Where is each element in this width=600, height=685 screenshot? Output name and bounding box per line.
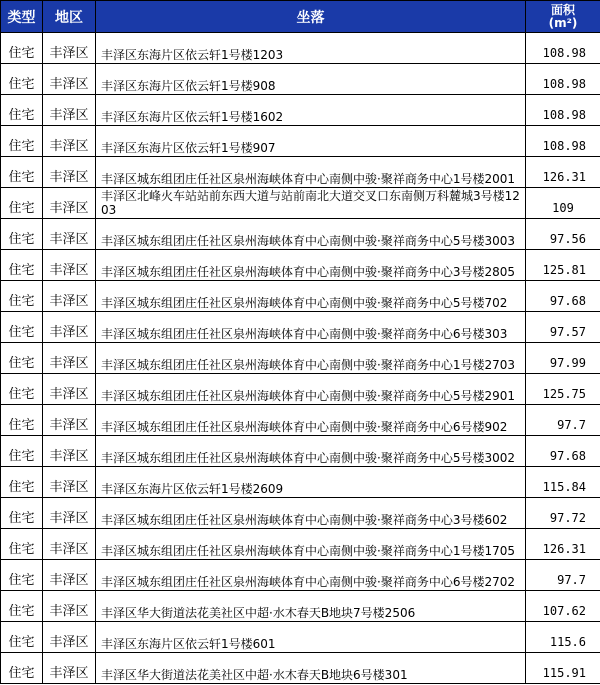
table-body bbox=[1, 33, 600, 684]
cell-type: 住宅 bbox=[1, 405, 43, 436]
cell-type: 住宅 bbox=[1, 219, 43, 250]
cell-type: 住宅 bbox=[1, 498, 43, 529]
cell-area: 108.98 bbox=[526, 95, 600, 126]
cell-address: 丰泽区北峰火车站站前东西大道与站前南北大道交叉口东南侧万科麓城3号楼1203 bbox=[96, 188, 526, 219]
cell-type: 住宅 bbox=[1, 188, 43, 219]
cell-type: 住宅 bbox=[1, 436, 43, 467]
cell-district: 丰泽区 bbox=[43, 33, 96, 64]
cell-address: 丰泽区华大街道法花美社区中超·水木春天B地块7号楼2506 bbox=[96, 591, 526, 622]
cell-district: 丰泽区 bbox=[43, 64, 96, 95]
cell-district: 丰泽区 bbox=[43, 312, 96, 343]
table-row bbox=[1, 33, 600, 64]
cell-address: 丰泽区城东组团庄任社区泉州海峡体育中心南侧中骏·聚祥商务中心6号楼303 bbox=[96, 312, 526, 343]
cell-area: 97.99 bbox=[526, 343, 600, 374]
cell-address: 丰泽区城东组团庄任社区泉州海峡体育中心南侧中骏·聚祥商务中心6号楼2702 bbox=[96, 560, 526, 591]
header-area-unit: (m²) bbox=[548, 15, 578, 30]
cell-area: 108.98 bbox=[526, 33, 600, 64]
table-row bbox=[1, 591, 600, 622]
table-row bbox=[1, 343, 600, 374]
cell-area: 107.62 bbox=[526, 591, 600, 622]
cell-address: 丰泽区城东组团庄任社区泉州海峡体育中心南侧中骏·聚祥商务中心6号楼902 bbox=[96, 405, 526, 436]
cell-area: 115.6 bbox=[526, 622, 600, 653]
cell-district: 丰泽区 bbox=[43, 250, 96, 281]
table-row bbox=[1, 250, 600, 281]
cell-type: 住宅 bbox=[1, 95, 43, 126]
table-row bbox=[1, 95, 600, 126]
cell-type: 住宅 bbox=[1, 33, 43, 64]
cell-district: 丰泽区 bbox=[43, 591, 96, 622]
cell-district: 丰泽区 bbox=[43, 374, 96, 405]
cell-type: 住宅 bbox=[1, 529, 43, 560]
table-row bbox=[1, 622, 600, 653]
cell-type: 住宅 bbox=[1, 374, 43, 405]
cell-area: 97.7 bbox=[526, 560, 600, 591]
table-row bbox=[1, 560, 600, 591]
cell-area: 97.72 bbox=[526, 498, 600, 529]
cell-address: 丰泽区华大街道法花美社区中超·水木春天B地块6号楼301 bbox=[96, 653, 526, 684]
cell-district: 丰泽区 bbox=[43, 436, 96, 467]
cell-type: 住宅 bbox=[1, 157, 43, 188]
cell-address: 丰泽区城东组团庄任社区泉州海峡体育中心南侧中骏·聚祥商务中心1号楼2001 bbox=[96, 157, 526, 188]
table-row bbox=[1, 405, 600, 436]
table-row bbox=[1, 188, 600, 219]
cell-type: 住宅 bbox=[1, 64, 43, 95]
header-area-label: 面积 bbox=[550, 2, 575, 17]
cell-district: 丰泽区 bbox=[43, 188, 96, 219]
cell-area: 97.7 bbox=[526, 405, 600, 436]
table-row bbox=[1, 529, 600, 560]
header-district: 地区 bbox=[43, 1, 96, 33]
header-row bbox=[1, 1, 600, 33]
cell-address: 丰泽区东海片区依云轩1号楼2609 bbox=[96, 467, 526, 498]
cell-address: 丰泽区城东组团庄任社区泉州海峡体育中心南侧中骏·聚祥商务中心5号楼3003 bbox=[96, 219, 526, 250]
cell-district: 丰泽区 bbox=[43, 281, 96, 312]
cell-district: 丰泽区 bbox=[43, 529, 96, 560]
cell-district: 丰泽区 bbox=[43, 157, 96, 188]
cell-district: 丰泽区 bbox=[43, 653, 96, 684]
table-row bbox=[1, 498, 600, 529]
cell-area: 115.84 bbox=[526, 467, 600, 498]
cell-district: 丰泽区 bbox=[43, 405, 96, 436]
cell-area: 97.57 bbox=[526, 312, 600, 343]
cell-district: 丰泽区 bbox=[43, 343, 96, 374]
table-row bbox=[1, 467, 600, 498]
cell-address: 丰泽区城东组团庄任社区泉州海峡体育中心南侧中骏·聚祥商务中心5号楼2901 bbox=[96, 374, 526, 405]
table-row bbox=[1, 653, 600, 684]
cell-area: 97.68 bbox=[526, 436, 600, 467]
cell-area: 126.31 bbox=[526, 157, 600, 188]
cell-address: 丰泽区城东组团庄任社区泉州海峡体育中心南侧中骏·聚祥商务中心5号楼3002 bbox=[96, 436, 526, 467]
cell-address: 丰泽区东海片区依云轩1号楼1203 bbox=[96, 33, 526, 64]
header-area bbox=[526, 1, 600, 33]
cell-type: 住宅 bbox=[1, 591, 43, 622]
cell-type: 住宅 bbox=[1, 343, 43, 374]
cell-area: 125.75 bbox=[526, 374, 600, 405]
cell-area: 109 bbox=[526, 188, 600, 219]
cell-type: 住宅 bbox=[1, 467, 43, 498]
table-row bbox=[1, 126, 600, 157]
cell-type: 住宅 bbox=[1, 126, 43, 157]
cell-type: 住宅 bbox=[1, 560, 43, 591]
cell-type: 住宅 bbox=[1, 622, 43, 653]
cell-area: 125.81 bbox=[526, 250, 600, 281]
table-row bbox=[1, 281, 600, 312]
cell-address: 丰泽区东海片区依云轩1号楼601 bbox=[96, 622, 526, 653]
cell-district: 丰泽区 bbox=[43, 467, 96, 498]
cell-area: 108.98 bbox=[526, 64, 600, 95]
cell-district: 丰泽区 bbox=[43, 560, 96, 591]
cell-address: 丰泽区东海片区依云轩1号楼907 bbox=[96, 126, 526, 157]
header-address: 坐落 bbox=[96, 1, 526, 33]
cell-address: 丰泽区东海片区依云轩1号楼1602 bbox=[96, 95, 526, 126]
cell-address: 丰泽区城东组团庄任社区泉州海峡体育中心南侧中骏·聚祥商务中心5号楼702 bbox=[96, 281, 526, 312]
cell-address: 丰泽区城东组团庄任社区泉州海峡体育中心南侧中骏·聚祥商务中心1号楼2703 bbox=[96, 343, 526, 374]
header-type: 类型 bbox=[1, 1, 43, 33]
cell-type: 住宅 bbox=[1, 653, 43, 684]
cell-area: 126.31 bbox=[526, 529, 600, 560]
cell-area: 108.98 bbox=[526, 126, 600, 157]
cell-area: 97.68 bbox=[526, 281, 600, 312]
cell-type: 住宅 bbox=[1, 281, 43, 312]
table-row bbox=[1, 436, 600, 467]
cell-address: 丰泽区城东组团庄任社区泉州海峡体育中心南侧中骏·聚祥商务中心3号楼602 bbox=[96, 498, 526, 529]
cell-area: 115.91 bbox=[526, 653, 600, 684]
cell-address: 丰泽区东海片区依云轩1号楼908 bbox=[96, 64, 526, 95]
cell-area: 97.56 bbox=[526, 219, 600, 250]
table-header bbox=[1, 1, 600, 33]
table-row bbox=[1, 312, 600, 343]
cell-district: 丰泽区 bbox=[43, 219, 96, 250]
cell-type: 住宅 bbox=[1, 250, 43, 281]
table-row bbox=[1, 219, 600, 250]
cell-district: 丰泽区 bbox=[43, 498, 96, 529]
table-row bbox=[1, 157, 600, 188]
table-row bbox=[1, 64, 600, 95]
cell-district: 丰泽区 bbox=[43, 95, 96, 126]
table-row bbox=[1, 374, 600, 405]
cell-address: 丰泽区城东组团庄任社区泉州海峡体育中心南侧中骏·聚祥商务中心1号楼1705 bbox=[96, 529, 526, 560]
cell-district: 丰泽区 bbox=[43, 126, 96, 157]
cell-type: 住宅 bbox=[1, 312, 43, 343]
cell-address: 丰泽区城东组团庄任社区泉州海峡体育中心南侧中骏·聚祥商务中心3号楼2805 bbox=[96, 250, 526, 281]
cell-district: 丰泽区 bbox=[43, 622, 96, 653]
